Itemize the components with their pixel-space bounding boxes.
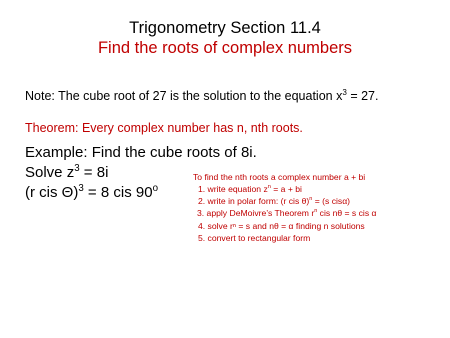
slide-title: Trigonometry Section 11.4	[129, 19, 321, 37]
note-exponent: 3	[342, 87, 347, 97]
steps-heading: To find the nth roots a complex number a + bi	[193, 172, 366, 182]
step-2	[198, 196, 350, 207]
example-eq1-suffix: = 8i	[79, 164, 109, 181]
example-equation-1	[25, 164, 108, 182]
step-1-prefix: 1. write equation z	[198, 184, 268, 194]
step-3-exponent: n	[314, 208, 318, 215]
slide-subtitle: Find the roots of complex numbers	[97, 39, 353, 57]
example-eq2-prefix: (r cis Θ)	[25, 184, 79, 201]
step-1-exponent: n	[267, 184, 271, 191]
example-equation-2	[25, 184, 158, 202]
step-2-exponent: n	[309, 196, 313, 203]
step-2-prefix: 2. write in polar form: (r cis θ)	[198, 196, 310, 206]
note-suffix: = 27.	[346, 89, 379, 103]
example-heading: Example: Find the cube roots of 8i.	[25, 144, 257, 161]
example-eq2-mid: = 8 cis 90	[83, 184, 153, 201]
step-3-suffix: cis nθ = s cis α	[317, 208, 377, 218]
note-prefix: Note: The cube root of 27 is the solution to the equation x	[25, 89, 343, 103]
example-eq1-exponent: 3	[74, 163, 80, 174]
example-eq2-degree: o	[152, 183, 158, 194]
note-text	[25, 88, 378, 104]
theorem-text: Theorem: Every complex number has n, nth roots.	[25, 121, 303, 135]
step-3	[197, 208, 376, 219]
step-1	[198, 184, 302, 195]
example-eq1-prefix: Solve z	[25, 164, 75, 181]
step-5: 5. convert to rectangular form	[198, 233, 311, 243]
step-1-suffix: = a + bi	[270, 184, 302, 194]
example-eq2-exponent: 3	[78, 183, 84, 194]
step-3-prefix: 3. apply DeMoivre’s Theorem r	[197, 208, 315, 218]
step-2-suffix: = (s cisα)	[312, 196, 351, 206]
step-4: 4. solve rⁿ = s and nθ = α finding n solutions	[198, 221, 365, 231]
